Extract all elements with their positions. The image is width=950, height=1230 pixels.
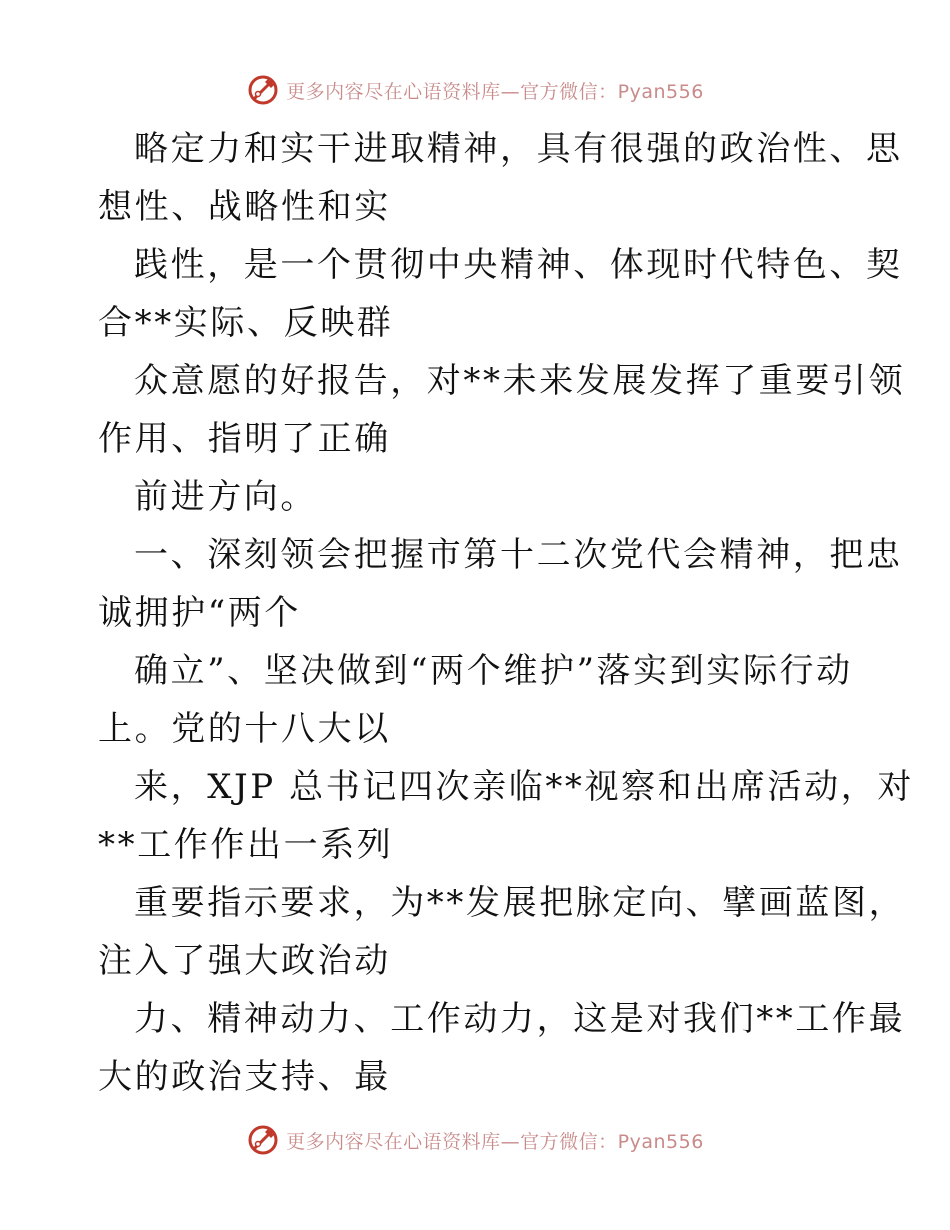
paragraph-line: **工作作出一系列 — [98, 825, 394, 865]
paragraph-line: 众意愿的好报告，对**未来发展发挥了重要引领 — [134, 361, 906, 401]
paragraph-line: 大的政治支持、最 — [98, 1057, 391, 1097]
paragraph-line: 上。党的十八大以 — [98, 709, 391, 749]
paragraph-line: 诚拥护“两个 — [98, 593, 301, 633]
paragraph-line: 注入了强大政治动 — [98, 941, 391, 981]
paragraph-line: 略定力和实干进取精神，具有很强的政治性、思 — [134, 129, 903, 169]
paragraph-line: 确立”、坚决做到“两个维护”落实到实际行动 — [134, 651, 853, 691]
document-body — [98, 120, 914, 1106]
paragraph-line: 力、精神动力、工作动力，这是对我们**工作最 — [134, 999, 906, 1039]
paragraph-line: 作用、指明了正确 — [98, 419, 391, 459]
watermark-text: 更多内容尽在心语资料库—官方微信：Pyan556 — [286, 80, 704, 103]
watermark-text: 更多内容尽在心语资料库—官方微信：Pyan556 — [286, 1130, 704, 1153]
paragraph-line: 前进方向。 — [134, 477, 317, 517]
pen-circle-logo-icon — [246, 1123, 280, 1157]
footer-watermark — [0, 1120, 950, 1160]
paragraph-line: 践性，是一个贯彻中央精神、体现时代特色、契 — [134, 245, 903, 285]
paragraph-line: 来，XJP 总书记四次亲临**视察和出席活动，对 — [134, 767, 914, 807]
paragraph-line: 想性、战略性和实 — [98, 187, 391, 227]
header-watermark — [0, 70, 950, 110]
pen-circle-logo-icon — [246, 73, 280, 107]
paragraph-line: 一、深刻领会把握市第十二次党代会精神，把忠 — [134, 535, 903, 575]
paragraph-line: 重要指示要求，为**发展把脉定向、擘画蓝图， — [134, 883, 906, 923]
paragraph-line: 合**实际、反映群 — [98, 303, 394, 343]
